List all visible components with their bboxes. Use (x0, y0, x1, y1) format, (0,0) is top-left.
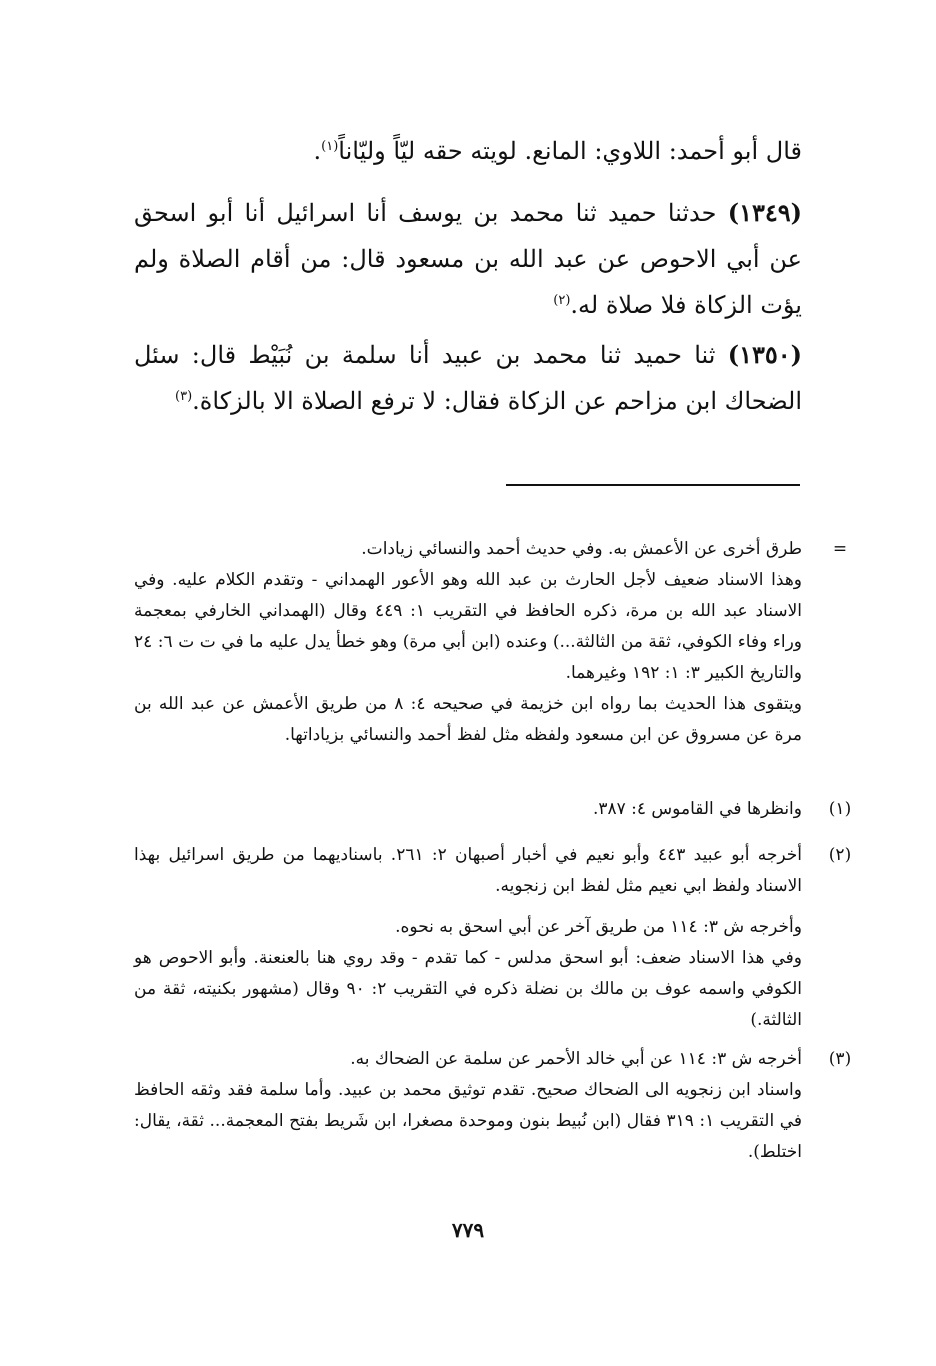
footnote-line: أخرجه أبو عبيد ٤٤٣ وأبو نعيم في أخبار أصبهان ٢: ٢٦١. باسناديهما من طريق اسرائيل بهذا الاسناد ولفظ ابي نعيم مثل لفظ ابن زنجويه. (134, 845, 802, 896)
footnote-reference: (٣) (175, 389, 193, 404)
footnote-line: ويتقوى هذا الحديث بما رواه ابن خزيمة في صحيحه ٤: ٨ من طريق الأعمش عن عبد الله بن مرة عن مسروق عن ابن مسعود ولفظه مثل لفظ أحمد والنسائي بزياداتها. (134, 694, 802, 745)
footnote-reference: (٢) (553, 293, 571, 308)
main-paragraph-1349 (134, 190, 802, 328)
footnote-1 (134, 794, 852, 825)
footnote-marker: (١) (828, 799, 852, 819)
main-paragraph-1350 (134, 332, 802, 424)
main-paragraph-1 (134, 128, 802, 174)
footnote-line: وانظرها في القاموس ٤: ٣٨٧. (592, 799, 802, 819)
paragraph-text: حدثنا حميد ثنا محمد بن يوسف أنا اسرائيل أنا أبو اسحق عن أبي الاحوص عن عبد الله بن مسعود قال: من أقام الصلاة ولم يؤت الزكاة فلا صلاة له. (134, 199, 802, 319)
footnote-marker: (٣) (828, 1049, 852, 1069)
paragraph-end: . (313, 137, 322, 165)
page-number: ٧٧٩ (451, 1218, 485, 1242)
footnote-separator (506, 484, 800, 486)
footnote-line: أخرجه ش ٣: ١١٤ عن أبي خالد الأحمر عن سلمة عن الضحاك به. (350, 1049, 802, 1069)
footnote-line: طرق أخرى عن الأعمش به. وفي حديث أحمد والنسائي زيادات. (361, 539, 802, 559)
footnote-marker: = (832, 539, 848, 559)
footnote-marker: (٢) (828, 845, 852, 865)
footnote-line: واسناد ابن زنجويه الى الضحاك صحيح. تقدم توثيق محمد بن عبيد. وأما سلمة فقد وثقه الحافظ في التقريب ١: ٣١٩ فقال (ابن نُبيط بنون وموحدة مصغرا، ابن شَريط بفتح المعجمة... ثقة، يقال: اختلط). (134, 1080, 802, 1162)
hadith-number: (١٣٥٠) (727, 340, 802, 369)
paragraph-text: ثنا حميد ثنا محمد بن عبيد أنا سلمة بن نُبَيْط قال: سئل الضحاك ابن مزاحم عن الزكاة فقال: لا ترفع الصلاة الا بالزكاة. (134, 341, 802, 415)
footnote-line: وأخرجه ش ٣: ١١٤ من طريق آخر عن أبي اسحق به نحوه. (395, 917, 802, 937)
footnote-reference: (١) (321, 139, 339, 154)
paragraph-text: قال أبو أحمد: اللاوي: المانع. لويته حقه ليّاً وليّاناً (338, 137, 802, 165)
hadith-number: (١٣٤٩) (727, 198, 802, 227)
footnote-2 (134, 840, 852, 1036)
footnote-line: وهذا الاسناد ضعيف لأجل الحارث بن عبد الله وهو الأعور الهمداني - وتقدم الكلام عليه. وفي الاسناد عبد الله بن مرة، ذكره الحافظ في التقريب ١: ٤٤٩ وقال (الهمداني الخارفي بمعجمة وراء وفاء الكوفي، ثقة من الثالثة...) وعنده (ابن أبي مرة) وهو خطأ يدل عليه ما في ت ت ٦: ٢٤ والتاريخ الكبير ٣: ١: ١٩٢ وغيرهما. (134, 570, 803, 683)
footnote-continued (134, 534, 848, 751)
footnote-3 (134, 1044, 852, 1168)
footnote-line: وفي هذا الاسناد ضعف: أبو اسحق مدلس - كما تقدم - وقد روي هنا بالعنعنة. وأبو الاحوص هو الكوفي واسمه عوف بن مالك بن نضلة ذكره في التقريب ٢: ٩٠ وقال (مشهور بكنيته، ثقة من الثالثة.) (134, 948, 802, 1030)
